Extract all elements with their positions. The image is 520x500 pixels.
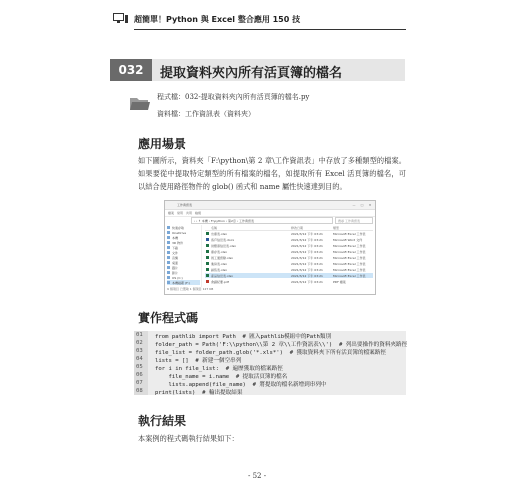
book-title: 超簡單！Python 與 Excel 整合應用 150 技 — [134, 15, 301, 24]
nav-item-label: OneDrive — [172, 230, 187, 235]
navigation-pane — [165, 225, 202, 287]
desktop-icon — [167, 261, 170, 264]
file-name: 庫存表.xlsx — [211, 249, 227, 254]
file-date: 2021/3/12 下午 03:21 — [291, 273, 323, 278]
excel-file-icon — [206, 268, 209, 271]
code-line: lists = [] # 新建一個空串列 — [155, 358, 242, 364]
address-path: ‹ › ↑ 本機 › F:\python › 第2章 › 工作資訊表 — [194, 218, 255, 223]
section-result-title: 執行結果 — [138, 414, 187, 428]
close-icon[interactable]: ✕ — [368, 203, 372, 207]
ribbon-tab-share[interactable]: 共用 — [186, 211, 193, 215]
drive-icon — [167, 281, 170, 284]
program-file-label: 程式檔：032-提取資料夾內所有活頁簿的檔名.py — [157, 93, 310, 101]
file-row[interactable] — [205, 279, 373, 284]
column-name[interactable]: 名稱 — [211, 225, 218, 230]
music-icon — [167, 256, 170, 259]
excel-file-icon — [206, 250, 209, 253]
document-icon — [167, 251, 170, 254]
nav-item-label: 圖片 — [172, 265, 179, 270]
search-input[interactable] — [335, 217, 373, 224]
line-number: 07 — [136, 380, 143, 386]
nav-item-label: OS (C:) — [172, 275, 183, 280]
column-date[interactable]: 修改日期 — [291, 225, 304, 230]
nav-item-label: 3D 物件 — [172, 240, 184, 245]
code-line: folder_path = Path('F:\\python\\第 2 章\\工作資訊表\\') # 列出要操作的資料夾路徑 — [155, 342, 408, 348]
picture-icon — [167, 266, 170, 269]
header-rule — [134, 29, 406, 30]
code-line: file_list = folder_path.glob('*.xls*') # 獲取資料夾下所有活頁簿的檔案路徑 — [155, 350, 386, 356]
file-date: 2021/3/12 下午 03:21 — [291, 267, 323, 272]
line-number: 03 — [136, 348, 143, 354]
file-name: 進貨表.xlsx — [211, 261, 227, 266]
excel-file-icon — [206, 232, 209, 235]
explorer-window-title: 工作資訊表 — [177, 203, 193, 207]
file-name: 產品信息表.xlsx — [211, 273, 233, 278]
result-paragraph: 本案例的程式碼執行結果如下： — [138, 434, 239, 443]
file-type: Microsoft Excel 工作表 — [333, 255, 366, 260]
explorer-ribbon — [165, 209, 375, 217]
data-file-label: 資料檔：工作資訊表（資料夾） — [157, 110, 255, 118]
cloud-icon — [167, 231, 170, 234]
chapter-title: 提取資料夾內所有活頁簿的檔名 — [160, 66, 343, 81]
download-icon — [167, 246, 170, 249]
code-line: for i in file_list: # 遍歷獲取的檔案路徑 — [155, 366, 283, 372]
file-date: 2021/3/12 下午 03:21 — [291, 237, 323, 242]
file-row[interactable] — [205, 255, 373, 260]
scenario-paragraph: 如下圖所示，資料夾「F:\python\第 2 章\工作資訊表」中存放了多種類型的檔案。如果要從中提取特定類型的所有檔案的檔名，如提取所有 Excel 活頁簿的檔名，可以結合使用路徑物件的 glob() 函式和 name 屬性快速達到目的。 — [138, 156, 406, 191]
code-block — [134, 331, 406, 395]
word-file-icon — [206, 238, 209, 241]
file-type: Microsoft Excel 工作表 — [333, 231, 366, 236]
file-date: 2021/3/12 下午 03:21 — [291, 261, 323, 266]
file-name: 客戶信息表.docx — [211, 237, 235, 242]
file-name: 供應商信息表.xlsx — [211, 243, 236, 248]
file-date: 2021/3/12 下午 03:21 — [291, 249, 323, 254]
code-line: lists.append(file_name) # 將提取的檔名新增到串列中 — [155, 382, 327, 388]
file-date: 2021/3/12 下午 03:21 — [291, 255, 323, 260]
file-name: 出庫表.xlsx — [211, 231, 227, 236]
file-row[interactable] — [205, 261, 373, 266]
explorer-status-bar: 9 個項目 已選取 1 個項目 127 KB — [167, 287, 214, 291]
file-row[interactable] — [205, 237, 373, 242]
file-type: PDF 檔案 — [333, 279, 346, 284]
nav-item-drive-f[interactable] — [167, 280, 200, 285]
star-icon — [167, 226, 170, 229]
minimize-icon[interactable]: — — [352, 203, 356, 207]
excel-file-icon — [206, 256, 209, 259]
file-type: Microsoft Word 文件 — [333, 237, 363, 242]
line-number: 06 — [136, 372, 143, 378]
section-scenario-title: 應用場景 — [138, 137, 187, 151]
cube-icon — [167, 241, 170, 244]
file-date: 2021/3/12 下午 03:21 — [291, 279, 323, 284]
section-code-title: 實作程式碼 — [138, 311, 199, 325]
nav-item-label: 本機 — [172, 235, 179, 240]
nav-item-label: 桌面 — [172, 260, 179, 265]
file-date: 2021/3/12 下午 03:21 — [291, 243, 323, 248]
nav-item-label: 下載 — [172, 245, 179, 250]
file-name: 員工通訊錄.xlsx — [211, 255, 233, 260]
file-type: Microsoft Excel 工作表 — [333, 273, 366, 278]
file-type: Microsoft Excel 工作表 — [333, 243, 366, 248]
file-date: 2021/3/12 下午 03:21 — [291, 231, 323, 236]
chapter-number: 032 — [110, 59, 152, 81]
line-number: 04 — [136, 356, 143, 362]
file-row[interactable] — [205, 243, 373, 248]
file-row[interactable] — [205, 273, 373, 278]
nav-item-label: 影片 — [172, 270, 179, 275]
file-type: Microsoft Excel 工作表 — [333, 267, 366, 272]
nav-item-label: 本機磁碟 (F:) — [172, 280, 190, 285]
maximize-icon[interactable]: □ — [360, 203, 364, 207]
excel-file-icon — [206, 244, 209, 247]
excel-file-icon — [206, 262, 209, 265]
page-number: - 52 - — [248, 472, 267, 480]
computer-icon — [113, 13, 128, 24]
computer-icon — [167, 236, 170, 239]
line-number: 05 — [136, 364, 143, 370]
folder-icon — [130, 96, 150, 111]
code-line: from pathlib import Path # 匯入pathlib模組中的Path類別 — [155, 334, 332, 340]
pdf-file-icon — [206, 280, 209, 283]
code-line: file_name = i.name # 提取活頁簿的檔名 — [155, 374, 288, 380]
file-name: 銷售表.xlsx — [211, 267, 227, 272]
file-type: Microsoft Excel 工作表 — [333, 261, 366, 266]
file-row[interactable] — [205, 249, 373, 254]
column-type[interactable]: 類型 — [333, 225, 340, 230]
file-row[interactable] — [205, 231, 373, 236]
ribbon-tab-file[interactable]: 檔案 — [168, 211, 175, 215]
file-name: 會議紀要.pdf — [211, 279, 229, 284]
drive-icon — [167, 276, 170, 279]
excel-file-icon — [206, 274, 209, 277]
nav-item-label: 文件 — [172, 250, 179, 255]
code-line: print(lists) # 輸出提取結果 — [155, 390, 243, 396]
ribbon-tab-home[interactable]: 常用 — [177, 211, 184, 215]
ribbon-tab-view[interactable]: 檢視 — [195, 211, 202, 215]
file-explorer-screenshot — [164, 200, 376, 295]
video-icon — [167, 271, 170, 274]
line-number: 01 — [136, 332, 143, 338]
file-row[interactable] — [205, 267, 373, 272]
nav-item-label: 音樂 — [172, 255, 179, 260]
line-number: 02 — [136, 340, 143, 346]
address-bar[interactable] — [191, 217, 333, 224]
line-number: 08 — [136, 388, 143, 394]
nav-item-label: 快速存取 — [172, 225, 185, 230]
file-type: Microsoft Excel 工作表 — [333, 249, 366, 254]
search-placeholder: 搜尋 工作資訊表 — [338, 218, 360, 223]
